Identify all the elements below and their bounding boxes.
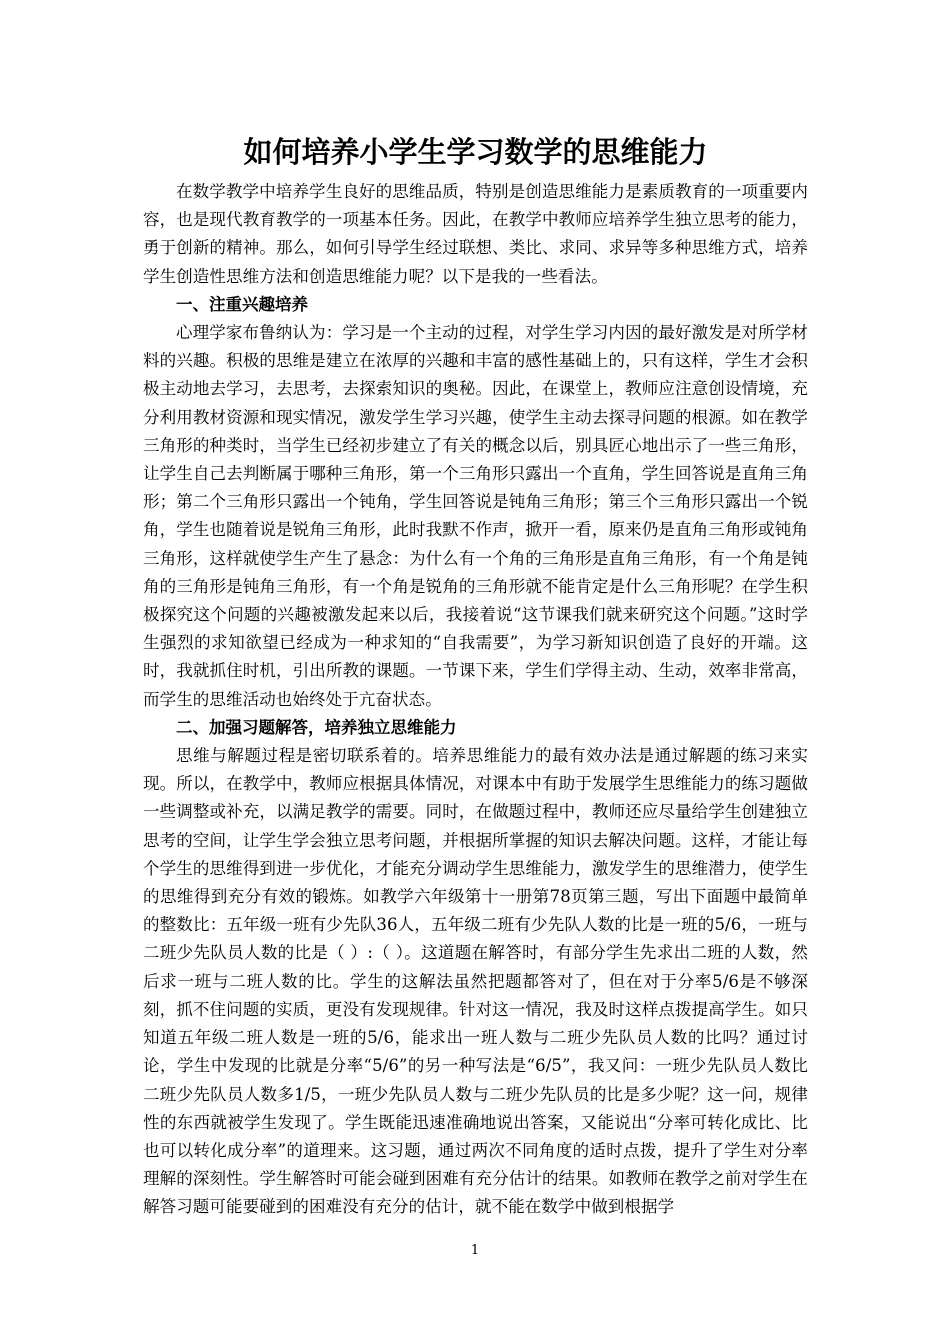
intro-paragraph: 在数学教学中培养学生良好的思维品质，特别是创造思维能力是素质教育的一项重要内容，也是现代教育教学的一项基本任务。因此，在教学中教师应培养学生独立思考的能力，勇于创新的精神。那么，如何引导学生经过联想、类比、求同、求异等多种思维方式，培养学生创造性思维方法和创造思维能力呢？以下是我的一些看法。 [143,182,808,286]
page-number: 1 [470,1243,480,1258]
section-1-heading: 一、注重兴趣培养 [176,294,308,314]
document-body [143,134,808,1222]
section-2-paragraph: 思维与解题过程是密切联系着的。培养思维能力的最有效办法是通过解题的练习来实现。所以，在教学中，教师应根据具体情况，对课本中有助于发展学生思维能力的练习题做一些调整或补充，以满足教学的需要。同时，在做题过程中，教师还应尽量给学生创建独立思考的空间，让学生学会独立思考问题，并根据所掌握的知识去解决问题。这样，才能让每个学生的思维得到进一步优化，才能充分调动学生思维能力，激发学生的思维潜力，使学生的思维得到充分有效的锻炼。如教学六年级第十一册第78页第三题，写出下面题中最简单的整数比：五年级一班有少先队36人，五年级二班有少先队人数的比是一班的5/6，一班与二班少先队员人数的比是（ ）:（ ）。这道题在解答时，有部分学生先求出二班的人数，然后求一班与二班人数的比。学生的这解法虽然把题都答对了，但在对于分率5/6是不够深刻，抓不住问题的实质，更没有发现规律。针对这一情况，我及时这样点拨提高学生。如只知道五年级二班人数是一班的5/6，能求出一班人数与二班少先队员人数的比吗？通过讨论，学生中发现的比就是分率“5/6”的另一种写法是“6/5”，我又问：一班少先队员人数比二班少先队员人数多1/5，一班少先队员人数与二班少先队员的比是多少呢？这一问，规律性的东西就被学生发现了。学生既能迅速准确地说出答案，又能说出“分率可转化成比、比也可以转化成分率”的道理来。这习题，通过两次不同角度的适时点拨，提升了学生对分率理解的深刻性。学生解答时可能会碰到困难有充分估计的结果。如教师在教学之前对学生在解答习题可能要碰到的困难没有充分的估计，就不能在数学中做到根据学 [143,746,808,1217]
section-2-heading: 二、加强习题解答，培养独立思维能力 [176,717,457,737]
section-1-paragraph: 心理学家布鲁纳认为：学习是一个主动的过程，对学生学习内因的最好激发是对所学材料的兴趣。积极的思维是建立在浓厚的兴趣和丰富的感性基础上的，只有这样，学生才会积极主动地去学习，去思考，去探索知识的奥秘。因此，在课堂上，教师应注意创设情境，充分利用教材资源和现实情况，激发学生学习兴趣，使学生主动去探寻问题的根源。如在教学三角形的种类时，当学生已经初步建立了有关的概念以后，别具匠心地出示了一些三角形，让学生自己去判断属于哪种三角形，第一个三角形只露出一个直角，学生回答说是直角三角形；第二个三角形只露出一个钝角，学生回答说是钝角三角形；第三个三角形只露出一个锐角，学生也随着说是锐角三角形，此时我默不作声，掀开一看，原来仍是直角三角形或钝角三角形，这样就使学生产生了悬念：为什么有一个角的三角形是直角三角形，有一个角是钝角的三角形是钝角三角形，有一个角是锐角的三角形就不能肯定是什么三角形呢？在学生积极探究这个问题的兴趣被激发起来以后，我接着说“这节课我们就来研究这个问题。”这时学生强烈的求知欲望已经成为一种求知的“自我需要”，为学习新知识创造了良好的开端。这时，我就抓住时机，引出所教的课题。一节课下来，学生们学得主动、生动，效率非常高，而学生的思维活动也始终处于亢奋状态。 [143,323,808,709]
document-title: 如何培养小学生学习数学的思维能力 [243,135,708,169]
